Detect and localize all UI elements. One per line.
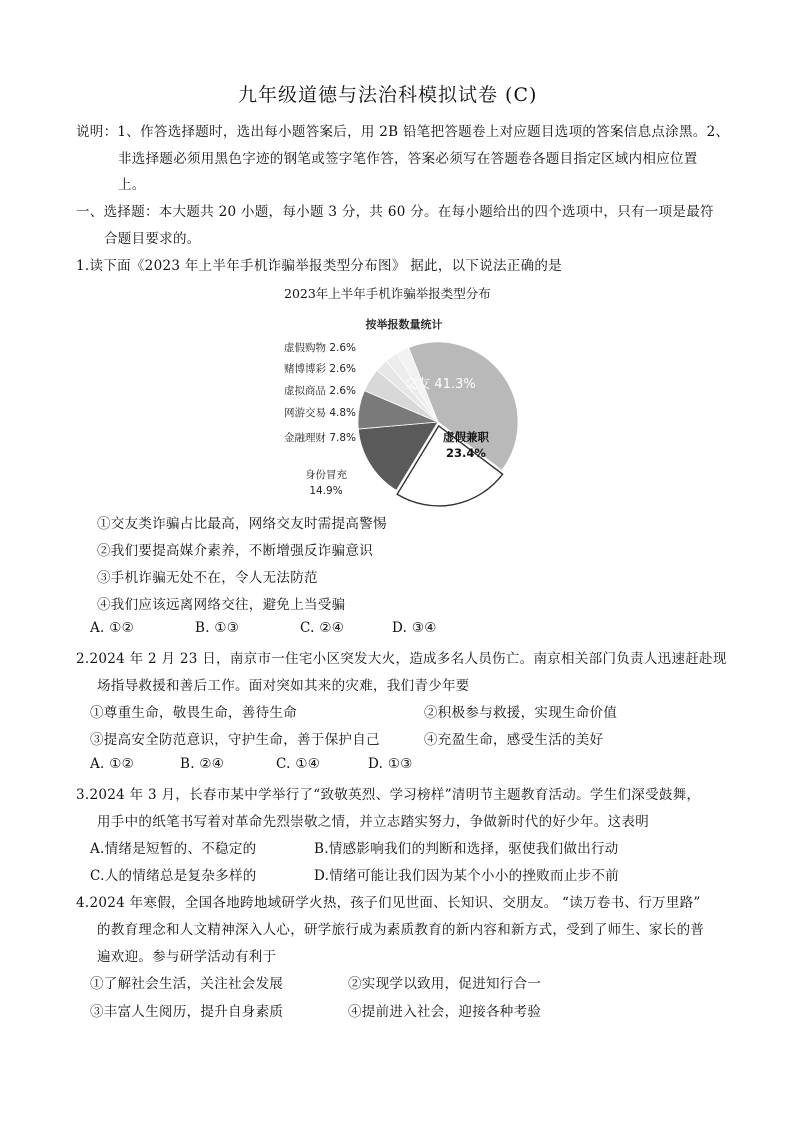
q1-stem: 1.读下面《2023 年上半年手机诈骗举报类型分布图》 据此，以下说法正确的是: [76, 258, 563, 274]
q4-statement-2: ②实现学以致用，促进知行合一: [348, 976, 542, 992]
q4-statement-3: ③丰富人生阅历，提升自身素质: [90, 1004, 284, 1020]
q1-option-b[interactable]: B. ①③: [195, 620, 240, 636]
q4-stem-cont-1: 的教育理念和人文精神深入人心，研学旅行成为素质教育的新内容和新方式，受到了师生、家长的普: [97, 922, 705, 938]
instructions-line-3: 上。: [118, 177, 146, 193]
q3-stem: 3.2024 年 3 月，长春市某中学举行了“致敬英烈、学习榜样”清明节主题教育活动。学生们深受鼓舞，: [76, 787, 701, 803]
q2-stem-cont: 场指导救援和善后工作。面对突如其来的灾难，我们青少年要: [97, 678, 470, 694]
q3-option-c[interactable]: C.人的情绪总是复杂多样的: [90, 868, 257, 884]
q4-stem: 4.2024 年寒假，全国各地跨地域研学火热，孩子们见世面、长知识、交朋友。 “读万卷书、行万里路”: [76, 895, 701, 911]
q1-statement-4: ④我们应该远离网络交往，避免上当受骗: [97, 597, 346, 613]
slice-label-1: 交友 41.3%: [404, 377, 476, 392]
q2-statement-2: ②积极参与救援，实现生命价值: [424, 705, 618, 721]
q1-option-a[interactable]: A. ①②: [90, 620, 135, 636]
chart-title: 2023年上半年手机诈骗举报类型分布: [284, 286, 491, 301]
q1-option-d[interactable]: D. ③④: [392, 620, 437, 636]
q3-option-b[interactable]: B.情感影响我们的判断和选择，驱使我们做出行动: [314, 841, 619, 857]
q2-statement-4: ④充盈生命，感受生活的美好: [424, 732, 604, 748]
instructions-line-2: 非选择题必须用黑色字迹的钢笔或签字笔作答，答案必须写在答题卷各题目指定区域内相应位置: [118, 151, 698, 167]
section-heading: 一、选择题：本大题共 20 小题，每小题 3 分，共 60 分。在每小题给出的四个选项中，只有一项是最符: [76, 204, 714, 220]
q4-statement-1: ①了解社会生活，关注社会发展: [90, 976, 284, 992]
q2-statement-1: ①尊重生命，敬畏生命，善待生命: [90, 705, 297, 721]
section-heading-cont: 合题目要求的。: [104, 231, 201, 247]
slice-value-2: 23.4%: [446, 446, 486, 460]
q2-option-b[interactable]: B. ②④: [180, 756, 225, 772]
slice-label-8: 虚假购物 2.6%: [283, 342, 356, 354]
slice-label-2: 虚假兼职: [443, 430, 489, 444]
q4-statement-4: ④提前进入社会，迎接各种考验: [348, 1004, 542, 1020]
chart-subtitle: 按举报数量统计: [365, 318, 443, 331]
q1-option-c[interactable]: C. ②④: [300, 620, 345, 636]
q1-statement-1: ①交友类诈骗占比最高，网络交友时需提高警惕: [97, 516, 387, 532]
q1-statement-3: ③手机诈骗无处不在，令人无法防范: [97, 570, 318, 586]
q3-option-d[interactable]: D.情绪可能让我们因为某个小小的挫败而止步不前: [314, 868, 620, 884]
q3-option-a[interactable]: A.情绪是短暂的、不稳定的: [90, 841, 257, 857]
slice-value-3: 14.9%: [309, 485, 343, 497]
pie-chart: [0, 310, 793, 510]
slice-label-7: 赌博博彩 2.6%: [283, 363, 356, 375]
q2-option-c[interactable]: C. ①④: [276, 756, 321, 772]
page-title: 九年级道德与法治科模拟试卷 (C): [238, 84, 538, 106]
q3-stem-cont: 用手中的纸笔书写着对革命先烈崇敬之情，并立志踏实努力，争做新时代的好少年。这表明: [97, 814, 649, 830]
q4-stem-cont-2: 遍欢迎。参与研学活动有利于: [97, 949, 277, 965]
slice-label-5: 网游交易 4.8%: [283, 407, 356, 419]
slice-label-4: 金融理财 7.8%: [283, 432, 356, 444]
q1-statement-2: ②我们要提高媒介素养，不断增强反诈骗意识: [97, 543, 373, 559]
slice-label-6: 虚拟商品 2.6%: [283, 385, 356, 397]
q2-statement-3: ③提高安全防范意识，守护生命，善于保护自己: [90, 732, 380, 748]
q2-stem: 2.2024 年 2 月 23 日，南京市一住宅小区突发大火，造成多名人员伤亡。南京相关部门负责人迅速赶赴现: [76, 651, 727, 667]
q2-option-d[interactable]: D. ①③: [368, 756, 413, 772]
instructions-line-1: 说明：1、作答选择题时，选出每小题答案后，用 2B 铅笔把答题卷上对应题目选项的答案信息点涂黑。2、: [76, 124, 730, 140]
q2-option-a[interactable]: A. ①②: [90, 756, 135, 772]
slice-label-3: 身份冒充: [305, 469, 347, 481]
